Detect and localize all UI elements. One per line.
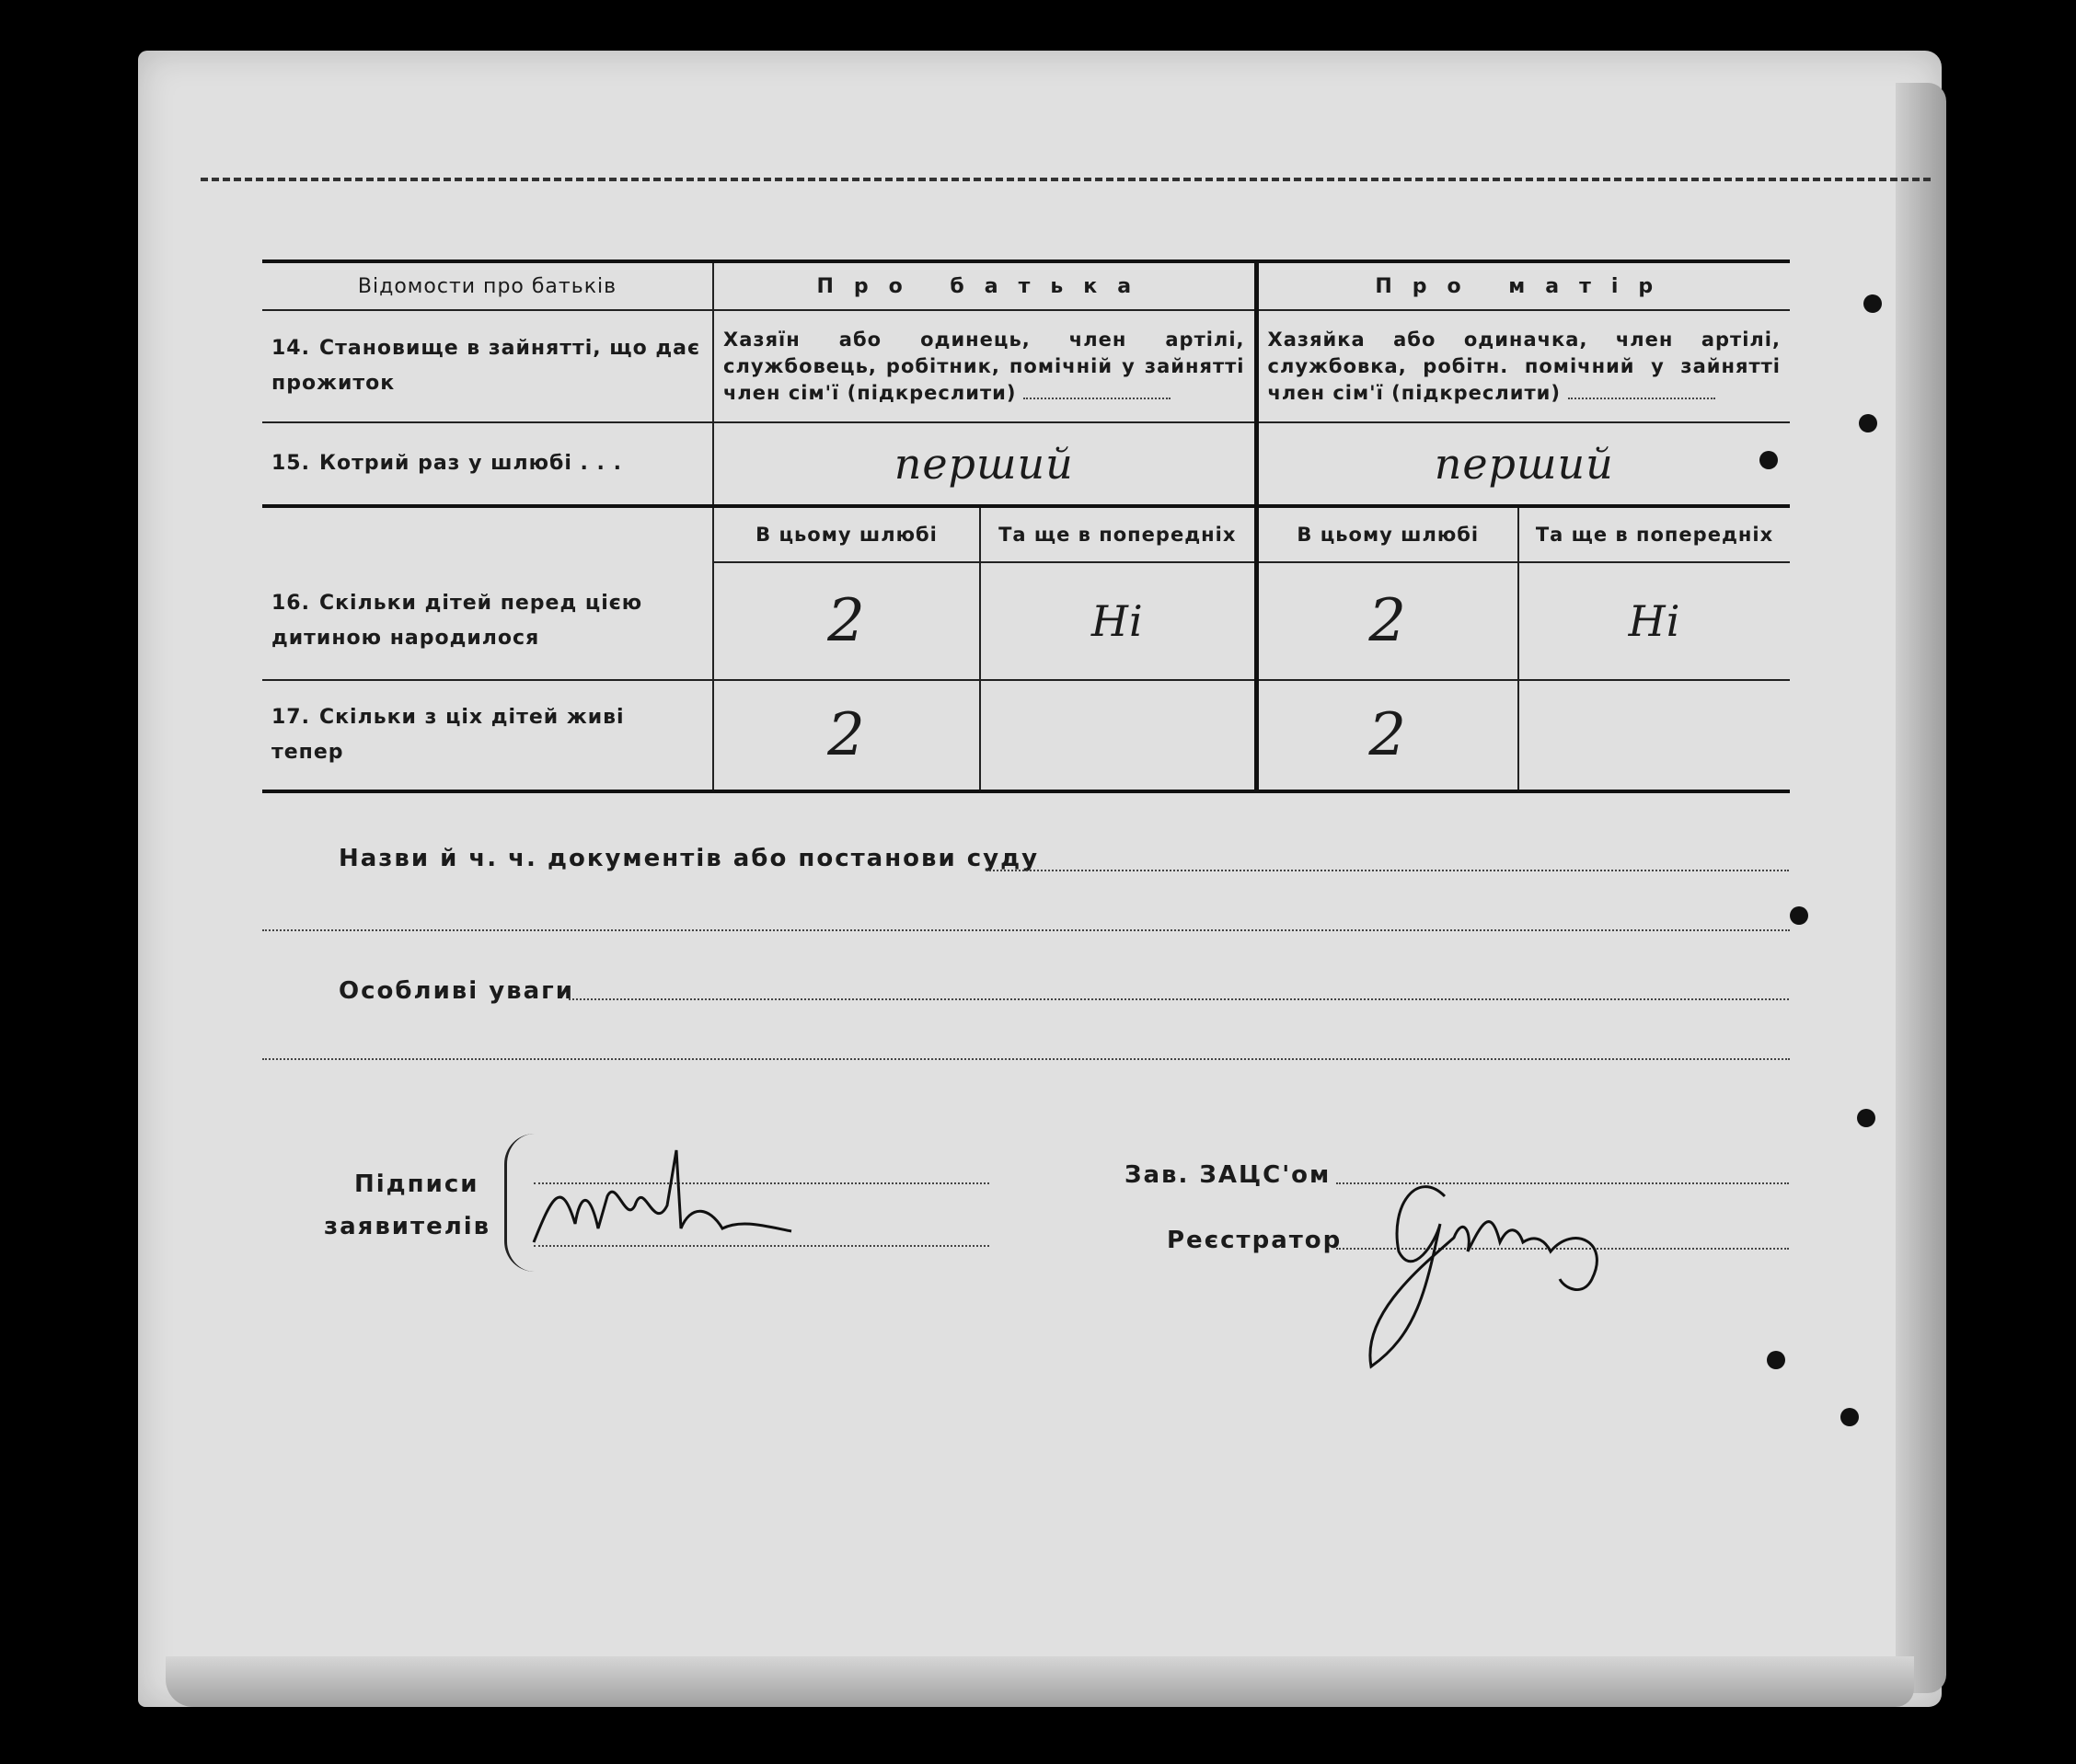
row14-label-cell <box>262 310 713 422</box>
row14-mother-dotted-line <box>1568 398 1715 399</box>
row14-father-options <box>713 310 1256 422</box>
row16-mother-current: 2 <box>1256 562 1518 680</box>
table-row-14 <box>262 310 1790 422</box>
row17-mother-current: 2 <box>1256 680 1518 791</box>
row15-mother-value: перший <box>1256 422 1790 506</box>
punch-hole <box>1859 414 1877 432</box>
registrar-label: Реєстратор <box>1167 1227 1343 1254</box>
row14-label: Становище в зайнятті, що дає прожиток <box>271 337 701 395</box>
applicants-label-2: заявителів <box>324 1213 491 1240</box>
documents-label: Назви й ч. ч. документів або постанови суду <box>339 845 1040 872</box>
row15-label-cell: 15. Котрий раз у шлюбі . . . <box>262 422 713 506</box>
row14-father-options-text: Хазяїн або одинець, член артілі, службовець, робітник, помічній у зайнятті член сім'ї (підкреслити) <box>723 328 1245 404</box>
subheader-father-previous: Та ще в попередніх <box>980 506 1256 562</box>
row17-label: Скільки з ціх дітей живі тепер <box>271 706 625 764</box>
header-about-father: Про батька <box>713 261 1256 310</box>
registrar-signature <box>1362 1150 1620 1380</box>
header-parents-info: Відомости про батьків <box>262 261 713 310</box>
row16-mother-previous: Ні <box>1518 562 1790 680</box>
row16-label-cell <box>262 562 713 680</box>
notes-label: Особливі уваги <box>339 977 574 1005</box>
table-row-15 <box>262 422 1790 506</box>
row17-mother-previous <box>1518 680 1790 791</box>
punch-hole <box>1790 906 1808 925</box>
row15-number: 15. <box>271 452 310 475</box>
row16-number: 16. <box>271 591 310 615</box>
row16-father-previous: Ні <box>980 562 1256 680</box>
documents-dotted-line-2 <box>262 929 1790 931</box>
children-subheader-row <box>262 506 1790 562</box>
notes-dotted-line-1 <box>569 998 1789 1000</box>
subheader-empty-cell <box>262 506 713 562</box>
applicant-signature <box>525 1141 801 1261</box>
row17-father-previous <box>980 680 1256 791</box>
row15-father-value: перший <box>713 422 1256 506</box>
punch-hole <box>1857 1109 1875 1127</box>
sheet-edge-bottom <box>166 1656 1914 1707</box>
header-about-mother: Про матір <box>1256 261 1790 310</box>
row16-father-current: 2 <box>713 562 980 680</box>
punch-hole <box>1767 1351 1785 1369</box>
parents-info-table <box>262 259 1790 793</box>
documents-dotted-line-1 <box>986 870 1789 871</box>
subheader-mother-current: В цьому шлюбі <box>1256 506 1518 562</box>
applicants-label-1: Підписи <box>354 1170 479 1198</box>
table-row-17 <box>262 680 1790 791</box>
row17-number: 17. <box>271 706 310 729</box>
punch-hole <box>1840 1408 1859 1426</box>
subheader-mother-previous: Та ще в попередніх <box>1518 506 1790 562</box>
row16-label: Скільки дітей перед цією дитиною народилося <box>271 591 643 650</box>
subheader-father-current: В цьому шлюбі <box>713 506 980 562</box>
notes-dotted-line-2 <box>262 1058 1790 1060</box>
row15-label: Котрий раз у шлюбі <box>318 452 572 475</box>
row17-label-cell <box>262 680 713 791</box>
row14-mother-options <box>1256 310 1790 422</box>
perforation-line <box>201 178 1931 181</box>
punch-hole <box>1863 294 1882 313</box>
row17-father-current: 2 <box>713 680 980 791</box>
table-row-16 <box>262 562 1790 680</box>
row14-father-dotted-line <box>1023 398 1171 399</box>
row14-mother-options-text: Хазяйка або одиначка, член артілі, службовка, робітн. помічний у зайнятті член сім'ї (підкреслити) <box>1267 328 1781 404</box>
table-header-row <box>262 261 1790 310</box>
head-label: Зав. ЗАЦС'ом <box>1124 1161 1332 1189</box>
sheet-edge-right <box>1896 83 1946 1693</box>
row14-number: 14. <box>271 337 310 360</box>
